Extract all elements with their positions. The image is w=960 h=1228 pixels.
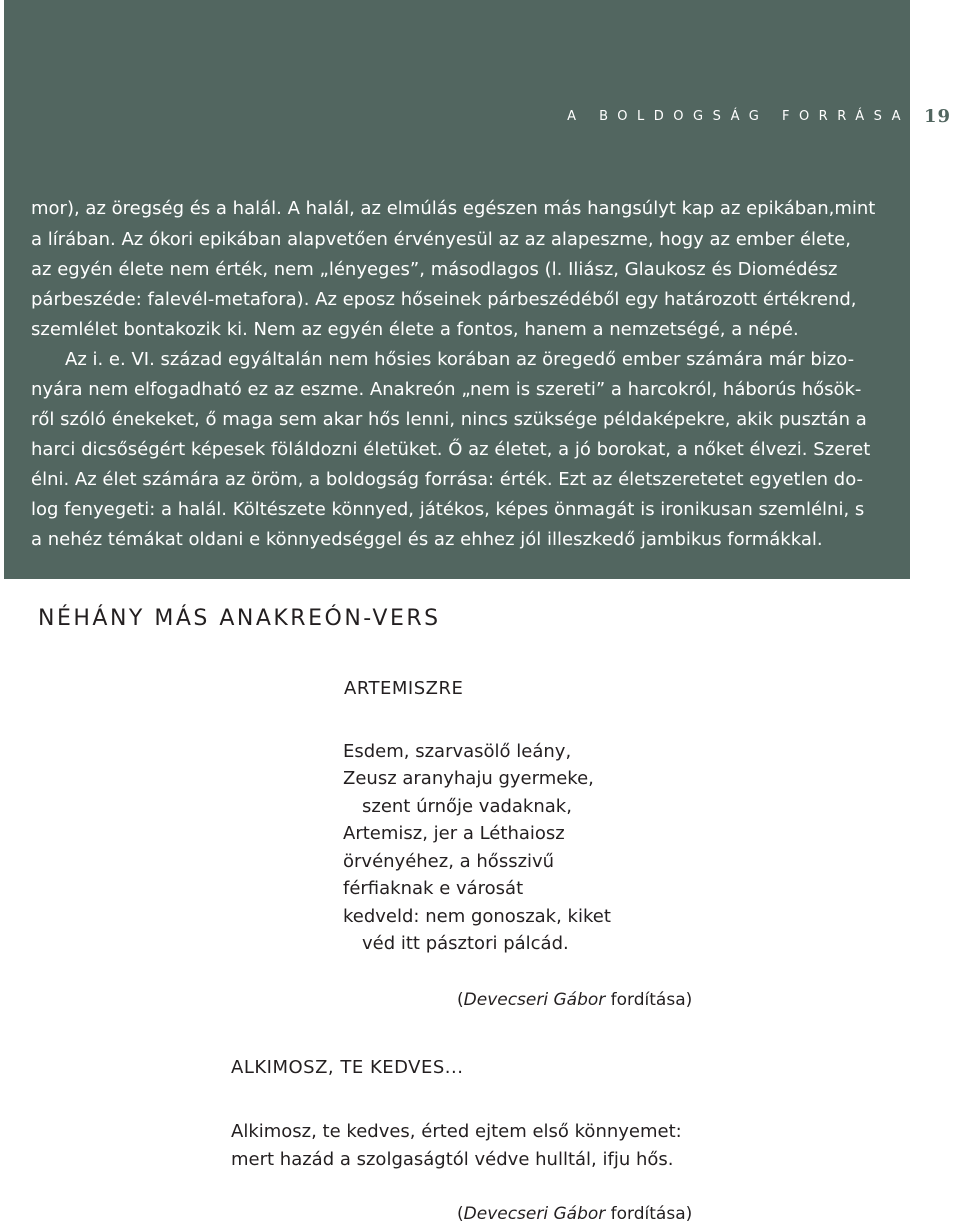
credit-rest: fordítása)	[605, 1204, 693, 1224]
translator-name: Devecseri Gábor	[463, 990, 606, 1010]
intro-line: mor), az öregség és a halál. A halál, az elmúlás egészen más hangsúlyt kap az epikában,mint	[31, 198, 876, 219]
verse-line: szent úrnője vadaknak,	[362, 796, 572, 817]
intro-line: log fenyegeti: a halál. Költészete könnyed, játékos, képes önmagát is ironikusan szemlélni, s	[31, 499, 865, 520]
verse-line: Artemisz, jer a Léthaiosz	[343, 823, 565, 844]
page-number: 19	[924, 106, 952, 127]
intro-line: ről szóló énekeket, ő maga sem akar hős lenni, nincs szüksége példaképekre, akik pusztán a	[31, 409, 867, 430]
verse-line: véd itt pásztori pálcád.	[362, 933, 569, 954]
credit-open: (	[457, 990, 464, 1010]
intro-line: nyára nem elfogadható ez az eszme. Anakreón „nem is szereti” a harcokról, háborús hősök-	[31, 379, 862, 400]
poem-title-alkimosz: ALKIMOSZ, TE KEDVES...	[231, 1057, 464, 1078]
intro-line: párbeszéde: falevél-metafora). Az eposz hőseinek párbeszédéből egy határozott értékrend,	[31, 289, 857, 310]
running-head: A BOLDOGSÁG FORRÁSA	[567, 109, 910, 124]
intro-line: élni. Az élet számára az öröm, a boldogság forrása: érték. Ezt az életszeretetet egyetlen do-	[31, 469, 864, 490]
poem-title-artemiszre: ARTEMISZRE	[344, 678, 464, 699]
intro-line: az egyén élete nem érték, nem „lényeges”, másodlagos (l. Iliász, Glaukosz és Diomédész	[31, 259, 838, 280]
intro-line: a nehéz témákat oldani e könnyedséggel és az ehhez jól illeszkedő jambikus formákkal.	[31, 529, 823, 550]
intro-line: szemlélet bontakozik ki. Nem az egyén élete a fontos, hanem a nemzetségé, a népé.	[31, 319, 799, 340]
credit-rest: fordítása)	[605, 990, 693, 1010]
verse-line: Esdem, szarvasölő leány,	[343, 741, 572, 762]
verse-line: Zeusz aranyhaju gyermeke,	[343, 768, 594, 789]
translation-credit	[457, 990, 692, 1010]
verse-line: férfiaknak e városát	[343, 878, 524, 899]
verse-line: kedveld: nem gonoszak, kiket	[343, 906, 611, 927]
intro-line: harci dicsőségért képesek föláldozni életüket. Ő az életet, a jó borokat, a nőket élvezi. Szeret	[31, 439, 871, 460]
intro-line: a lírában. Az ókori epikában alapvetően érvényesül az az alapeszme, hogy az ember élete,	[31, 229, 851, 250]
section-title: NÉHÁNY MÁS ANAKREÓN-VERS	[38, 606, 441, 631]
verse-line: mert hazád a szolgaságtól védve hulltál, ifju hős.	[231, 1149, 674, 1170]
translator-name: Devecseri Gábor	[463, 1204, 606, 1224]
credit-open: (	[457, 1204, 464, 1224]
verse-line: Alkimosz, te kedves, érted ejtem első könnyemet:	[231, 1121, 682, 1142]
verse-line: örvényéhez, a hősszivű	[343, 851, 555, 872]
intro-line: Az i. e. VI. század egyáltalán nem hősies korában az öregedő ember számára már bizo-	[65, 349, 855, 370]
translation-credit	[457, 1204, 692, 1224]
